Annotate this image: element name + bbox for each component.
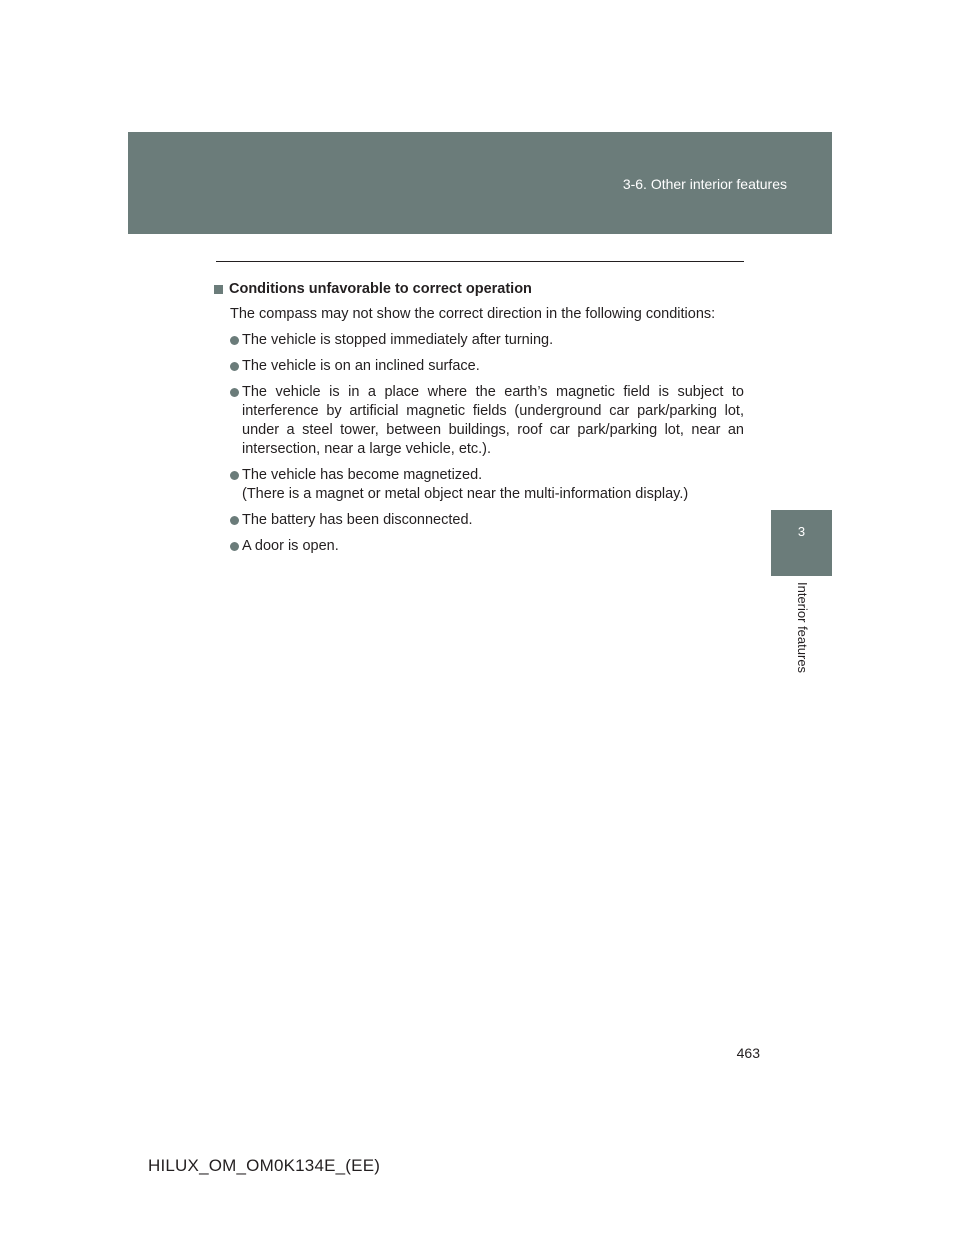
subheading bbox=[212, 280, 744, 299]
chapter-label-tab bbox=[771, 576, 832, 706]
list-item bbox=[230, 511, 744, 530]
document-code: HILUX_OM_OM0K134E_(EE) bbox=[148, 1156, 381, 1175]
list-item bbox=[230, 466, 744, 504]
chapter-tab bbox=[771, 510, 832, 576]
list-item-text: The vehicle has become magnetized. bbox=[242, 467, 483, 483]
list-item-text: The battery has been disconnected. bbox=[242, 512, 473, 528]
list-item-note: (There is a magnet or metal object near the multi-information display.) bbox=[242, 486, 689, 502]
list-item bbox=[230, 383, 744, 459]
list-item bbox=[230, 331, 744, 350]
list-item-text: The vehicle is on an inclined surface. bbox=[242, 358, 480, 374]
list-item bbox=[230, 357, 744, 376]
circle-bullet-icon bbox=[230, 542, 239, 551]
chapter-number: 3 bbox=[797, 524, 806, 539]
circle-bullet-icon bbox=[230, 362, 239, 371]
circle-bullet-icon bbox=[230, 471, 239, 480]
chapter-label: Interior features bbox=[795, 582, 810, 674]
circle-bullet-icon bbox=[230, 388, 239, 397]
conditions-list bbox=[212, 331, 744, 556]
header-band bbox=[128, 132, 832, 234]
square-bullet-icon bbox=[214, 285, 223, 294]
circle-bullet-icon bbox=[230, 336, 239, 345]
section-title: 3-6. Other interior features bbox=[622, 176, 787, 192]
list-item bbox=[230, 537, 744, 556]
main-content bbox=[212, 280, 744, 563]
list-item-text: The vehicle is in a place where the earth’s magnetic field is subject to interference by artificial magnetic fields (underground car park/parking lot, under a steel tower, between buildings, roof car park/parking lot, near an intersection, near a large vehicle, etc.). bbox=[242, 384, 744, 457]
section-divider bbox=[216, 261, 744, 262]
intro-text: The compass may not show the correct direction in the following conditions: bbox=[230, 306, 716, 322]
subheading-text: Conditions unfavorable to correct operation bbox=[229, 281, 532, 297]
list-item-text: The vehicle is stopped immediately after turning. bbox=[242, 332, 554, 348]
circle-bullet-icon bbox=[230, 516, 239, 525]
page-number: 463 bbox=[736, 1045, 760, 1061]
list-item-text: A door is open. bbox=[242, 538, 339, 554]
